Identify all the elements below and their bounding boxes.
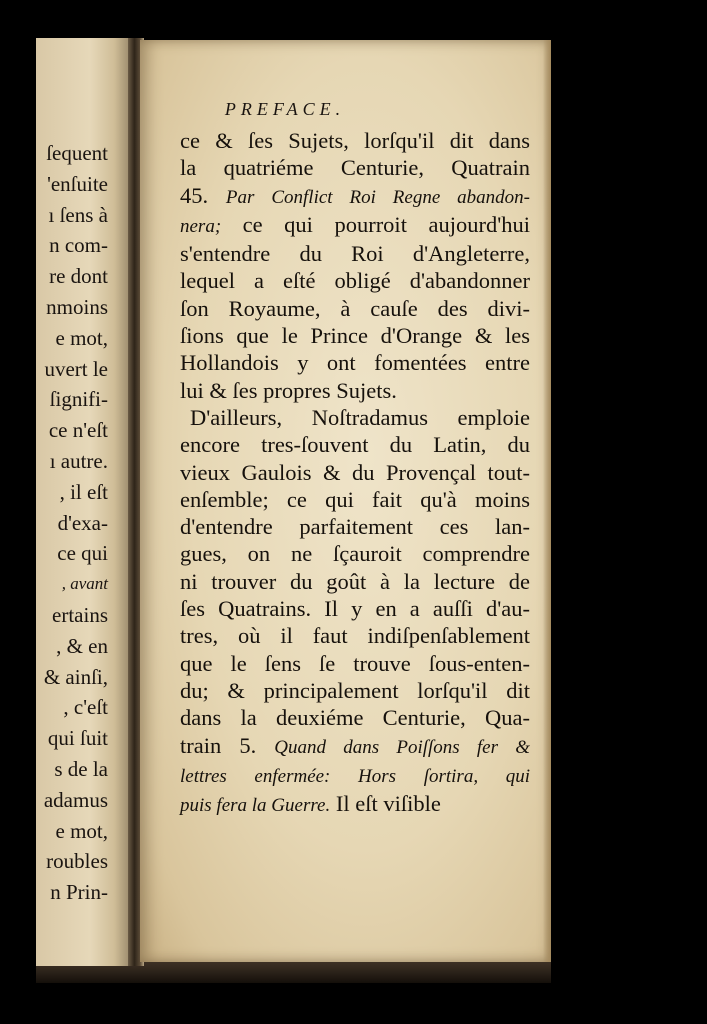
left-page-line: ce qui [57, 541, 108, 566]
left-page-line: uvert le [44, 356, 108, 381]
left-page-text [36, 138, 108, 908]
text-segment: encore tres-ſouvent du Latin, du [180, 432, 530, 458]
text-segment: train 5. [180, 732, 275, 758]
right-page-text [180, 127, 530, 819]
italic-quote-segment: Quand dans Poiſſons fer & [274, 736, 530, 758]
left-page [36, 38, 134, 966]
text-segment: ſes Quatrains. Il y en a auſſi d'au- [180, 596, 530, 622]
left-page-line: ſignifi- [49, 387, 108, 412]
left-page-line: qui ſuit [47, 726, 108, 751]
left-page-line: ertains [52, 602, 108, 627]
text-segment: gues, on ne ſçauroit comprendre [180, 541, 530, 567]
left-page-line: , c'eſt [63, 695, 108, 720]
left-page-line: ı ſens à [48, 202, 108, 227]
left-page-line: , il eſt [59, 479, 108, 504]
text-line [180, 513, 530, 540]
text-line [180, 677, 530, 704]
text-segment: 45. [180, 182, 226, 208]
left-page-line: & ainſi, [43, 664, 108, 689]
left-page-line: 'enſuite [47, 171, 108, 196]
text-segment: enſemble; ce qui fait qu'à moins [180, 486, 530, 512]
text-segment: que le ſens ſe trouve ſous-enten- [180, 650, 530, 676]
text-segment: Hollandois y ont fomentées entre [180, 350, 530, 376]
text-segment: ni trouver du goût à la lecture de [180, 568, 530, 594]
text-line [180, 790, 530, 819]
left-page-line: ı autre. [49, 448, 108, 473]
left-page-line: n Prin- [50, 880, 108, 905]
italic-quote-segment: Par Conflict Roi Regne abandon- [225, 186, 531, 208]
text-line [180, 267, 530, 294]
left-page-line: s de la [54, 756, 108, 781]
left-page-line: nmoins [46, 294, 108, 319]
text-line [180, 595, 530, 622]
text-line [180, 211, 530, 240]
text-segment: tres, où il faut indiſpenſablement [180, 623, 530, 649]
text-line [180, 295, 530, 322]
left-page-line: re dont [49, 264, 108, 289]
running-header: PREFACE. [224, 99, 346, 119]
left-page-line: n com- [49, 233, 108, 258]
text-line [180, 404, 530, 431]
text-line [180, 182, 530, 211]
text-line [180, 154, 530, 181]
text-segment: ſon Royaume, à cauſe des divi- [180, 295, 530, 321]
text-segment: vieux Gaulois & du Provençal tout- [180, 459, 530, 485]
left-page-line: , & en [56, 633, 108, 658]
text-segment: lequel a eſté obligé d'abandonner [180, 268, 530, 294]
text-line [180, 761, 530, 790]
text-line [180, 540, 530, 567]
text-segment: la quatriéme Centurie, Quatrain [180, 155, 530, 181]
page-edge [543, 40, 551, 962]
text-line [180, 459, 530, 486]
left-page-line: d'exa- [57, 510, 108, 535]
italic-quote-segment: nera; [180, 215, 222, 237]
left-page-line: ce n'eſt [48, 418, 108, 443]
text-line [180, 127, 530, 154]
text-line [180, 486, 530, 513]
italic-quote-segment: puis fera la Guerre. [180, 795, 331, 817]
text-line [180, 622, 530, 649]
text-segment: D'ailleurs, Noſtradamus emploie [190, 404, 530, 430]
text-line [180, 568, 530, 595]
left-page-line: e mot, [55, 325, 108, 350]
text-line [180, 650, 530, 677]
left-page-line: roubles [46, 849, 108, 874]
text-segment: d'entendre parfaitement ces lan- [180, 514, 530, 540]
text-segment: lui & ſes propres Sujets. [180, 377, 397, 403]
text-line [180, 704, 530, 731]
left-page-line: e mot, [55, 818, 108, 843]
text-line [180, 349, 530, 376]
left-page-line: , avant [61, 574, 108, 594]
text-segment: ce & ſes Sujets, lorſqu'il dit dans [180, 128, 530, 153]
text-line [180, 322, 530, 349]
text-segment: Il eſt viſible [330, 791, 441, 817]
text-segment: s'entendre du Roi d'Angleterre, [180, 241, 530, 267]
text-line [180, 240, 530, 267]
left-page-line: ſequent [46, 141, 108, 165]
text-segment: du; & principalement lorſqu'il dit [180, 677, 530, 703]
text-segment: dans la deuxiéme Centurie, Qua- [180, 705, 530, 731]
italic-quote-segment: lettres enfermée: Hors ſortira, qui [180, 765, 530, 787]
text-segment: ſions que le Prince d'Orange & les [180, 323, 530, 349]
text-line [180, 377, 530, 404]
text-line [180, 431, 530, 458]
text-segment: ce qui pourroit aujourd'hui [221, 211, 530, 237]
left-page-line: adamus [43, 787, 108, 812]
text-line [180, 732, 530, 761]
